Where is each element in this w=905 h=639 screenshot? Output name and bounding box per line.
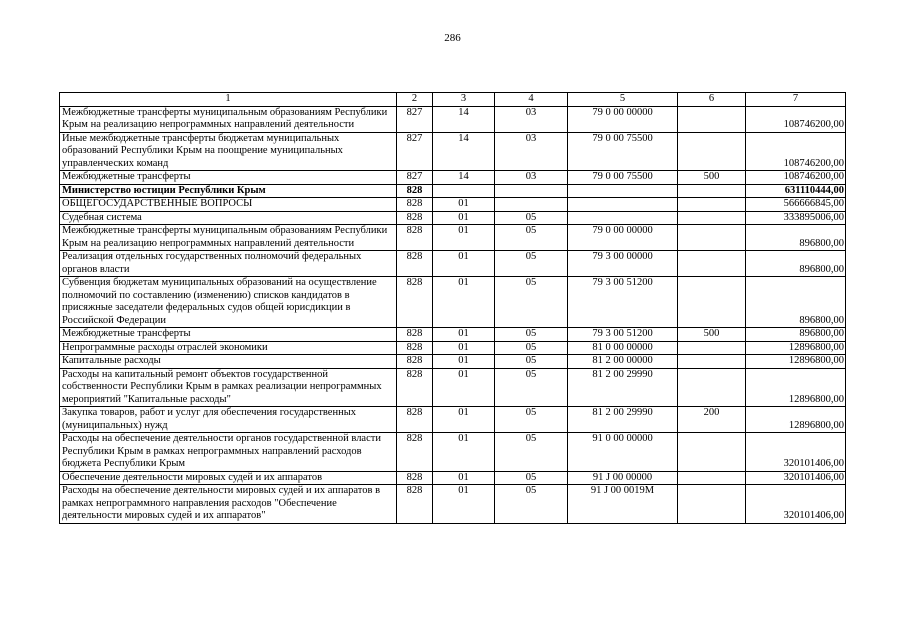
- section-code-cell: 01: [433, 368, 495, 407]
- row-name-cell: Реализация отдельных государственных полномочий федеральных органов власти: [60, 251, 397, 277]
- ved-code-cell: 827: [397, 106, 433, 132]
- table-row: [60, 485, 846, 524]
- expense-type-cell: [678, 106, 746, 132]
- ved-code-cell: 828: [397, 355, 433, 369]
- row-name-cell: Иные межбюджетные трансферты бюджетам муниципальных образований Республики Крым на поощрение муниципальных управленческих команд: [60, 132, 397, 171]
- ved-code-cell: 827: [397, 171, 433, 185]
- section-code-cell: 14: [433, 132, 495, 171]
- subsection-code-cell: 03: [495, 106, 568, 132]
- table-row: [60, 277, 846, 328]
- column-header: 1: [60, 93, 397, 107]
- table-row: [60, 355, 846, 369]
- subsection-code-cell: 05: [495, 433, 568, 472]
- table-row: [60, 132, 846, 171]
- table-row: [60, 225, 846, 251]
- row-name-cell: Субвенция бюджетам муниципальных образований на осуществление полномочий по составлению (изменению) списков кандидатов в присяжные заседатели федеральных судов общей юрисдикции в Российской Федерации: [60, 277, 397, 328]
- subsection-code-cell: 03: [495, 132, 568, 171]
- expense-type-cell: [678, 485, 746, 524]
- subsection-code-cell: 05: [495, 251, 568, 277]
- subsection-code-cell: 05: [495, 225, 568, 251]
- ved-code-cell: 828: [397, 184, 433, 198]
- target-article-cell: 79 0 00 75500: [568, 132, 678, 171]
- target-article-cell: 81 2 00 00000: [568, 355, 678, 369]
- table-row: [60, 211, 846, 225]
- target-article-cell: 79 3 00 51200: [568, 277, 678, 328]
- table-row: [60, 433, 846, 472]
- section-code-cell: 01: [433, 407, 495, 433]
- section-code-cell: 01: [433, 485, 495, 524]
- ved-code-cell: 828: [397, 341, 433, 355]
- row-name-cell: Расходы на обеспечение деятельности органов государственной власти Республики Крым в рамках непрограммных направлений расходов бюджета Республики Крым: [60, 433, 397, 472]
- table-row: [60, 341, 846, 355]
- target-article-cell: 79 3 00 00000: [568, 251, 678, 277]
- ved-code-cell: 828: [397, 407, 433, 433]
- row-name-cell: Расходы на капитальный ремонт объектов государственной собственности Республики Крым в рамках реализации непрограммных мероприятий "Капитальные расходы": [60, 368, 397, 407]
- ved-code-cell: 828: [397, 368, 433, 407]
- subsection-code-cell: 05: [495, 471, 568, 485]
- target-article-cell: 79 0 00 00000: [568, 225, 678, 251]
- target-article-cell: 91 0 00 00000: [568, 433, 678, 472]
- target-article-cell: 79 3 00 51200: [568, 328, 678, 342]
- table-row: [60, 251, 846, 277]
- subsection-code-cell: 05: [495, 341, 568, 355]
- section-code-cell: 01: [433, 471, 495, 485]
- section-code-cell: 01: [433, 225, 495, 251]
- section-code-cell: 01: [433, 277, 495, 328]
- column-header: 6: [678, 93, 746, 107]
- expense-type-cell: [678, 211, 746, 225]
- ved-code-cell: 828: [397, 198, 433, 212]
- row-name-cell: Министерство юстиции Республики Крым: [60, 184, 397, 198]
- target-article-cell: 81 0 00 00000: [568, 341, 678, 355]
- expense-type-cell: [678, 471, 746, 485]
- subsection-code-cell: 05: [495, 407, 568, 433]
- amount-cell: 896800,00: [746, 251, 846, 277]
- amount-cell: 896800,00: [746, 225, 846, 251]
- table-row: [60, 171, 846, 185]
- row-name-cell: Непрограммные расходы отраслей экономики: [60, 341, 397, 355]
- ved-code-cell: 828: [397, 471, 433, 485]
- subsection-code-cell: 05: [495, 277, 568, 328]
- row-name-cell: Межбюджетные трансферты муниципальным образованиям Республики Крым на реализацию непрограммных направлений деятельности: [60, 106, 397, 132]
- expense-type-cell: 200: [678, 407, 746, 433]
- table-row: [60, 471, 846, 485]
- amount-cell: 108746200,00: [746, 171, 846, 185]
- expense-type-cell: [678, 368, 746, 407]
- amount-cell: 108746200,00: [746, 106, 846, 132]
- ved-code-cell: 827: [397, 132, 433, 171]
- amount-cell: 631110444,00: [746, 184, 846, 198]
- target-article-cell: [568, 184, 678, 198]
- expense-type-cell: 500: [678, 328, 746, 342]
- amount-cell: 320101406,00: [746, 433, 846, 472]
- expense-type-cell: [678, 433, 746, 472]
- expense-type-cell: [678, 355, 746, 369]
- column-header: 2: [397, 93, 433, 107]
- expense-type-cell: [678, 198, 746, 212]
- row-name-cell: Межбюджетные трансферты: [60, 328, 397, 342]
- page-number: 286: [444, 32, 461, 44]
- expense-type-cell: [678, 277, 746, 328]
- expense-type-cell: [678, 251, 746, 277]
- section-code-cell: 01: [433, 328, 495, 342]
- amount-cell: 12896800,00: [746, 341, 846, 355]
- expense-type-cell: 500: [678, 171, 746, 185]
- section-code-cell: 01: [433, 211, 495, 225]
- column-number-row: [60, 93, 846, 107]
- subsection-code-cell: 05: [495, 355, 568, 369]
- section-code-cell: 01: [433, 341, 495, 355]
- section-code-cell: 01: [433, 251, 495, 277]
- ved-code-cell: 828: [397, 211, 433, 225]
- target-article-cell: 91 J 00 00000: [568, 471, 678, 485]
- amount-cell: 12896800,00: [746, 368, 846, 407]
- amount-cell: 333895006,00: [746, 211, 846, 225]
- target-article-cell: [568, 198, 678, 212]
- target-article-cell: 91 J 00 0019M: [568, 485, 678, 524]
- ved-code-cell: 828: [397, 251, 433, 277]
- column-header: 7: [746, 93, 846, 107]
- row-name-cell: Расходы на обеспечение деятельности мировых судей и их аппаратов в рамках непрограммного направления расходов "Обеспечение деятельности мировых судей и их аппаратов": [60, 485, 397, 524]
- subsection-code-cell: 05: [495, 368, 568, 407]
- table-row: [60, 106, 846, 132]
- table-row: [60, 368, 846, 407]
- target-article-cell: 79 0 00 00000: [568, 106, 678, 132]
- row-name-cell: Межбюджетные трансферты: [60, 171, 397, 185]
- amount-cell: 566666845,00: [746, 198, 846, 212]
- column-header: 5: [568, 93, 678, 107]
- table-row: [60, 407, 846, 433]
- table-row: [60, 198, 846, 212]
- ved-code-cell: 828: [397, 485, 433, 524]
- expense-type-cell: [678, 184, 746, 198]
- amount-cell: 320101406,00: [746, 471, 846, 485]
- amount-cell: 320101406,00: [746, 485, 846, 524]
- row-name-cell: Судебная система: [60, 211, 397, 225]
- subsection-code-cell: 03: [495, 171, 568, 185]
- ved-code-cell: 828: [397, 433, 433, 472]
- row-name-cell: Обеспечение деятельности мировых судей и их аппаратов: [60, 471, 397, 485]
- amount-cell: 108746200,00: [746, 132, 846, 171]
- section-code-cell: 14: [433, 106, 495, 132]
- table-row: [60, 328, 846, 342]
- subsection-code-cell: 05: [495, 211, 568, 225]
- subsection-code-cell: [495, 184, 568, 198]
- ved-code-cell: 828: [397, 328, 433, 342]
- amount-cell: 896800,00: [746, 328, 846, 342]
- row-name-cell: Закупка товаров, работ и услуг для обеспечения государственных (муниципальных) нужд: [60, 407, 397, 433]
- row-name-cell: Межбюджетные трансферты муниципальным образованиям Республики Крым на реализацию непрограммных направлений деятельности: [60, 225, 397, 251]
- expense-type-cell: [678, 341, 746, 355]
- table-row: [60, 184, 846, 198]
- section-code-cell: [433, 184, 495, 198]
- column-header: 3: [433, 93, 495, 107]
- ved-code-cell: 828: [397, 225, 433, 251]
- column-header: 4: [495, 93, 568, 107]
- amount-cell: 12896800,00: [746, 407, 846, 433]
- target-article-cell: 81 2 00 29990: [568, 407, 678, 433]
- subsection-code-cell: [495, 198, 568, 212]
- budget-table: [59, 92, 846, 524]
- section-code-cell: 14: [433, 171, 495, 185]
- section-code-cell: 01: [433, 198, 495, 212]
- row-name-cell: Капитальные расходы: [60, 355, 397, 369]
- section-code-cell: 01: [433, 433, 495, 472]
- ved-code-cell: 828: [397, 277, 433, 328]
- expense-type-cell: [678, 225, 746, 251]
- amount-cell: 896800,00: [746, 277, 846, 328]
- subsection-code-cell: 05: [495, 485, 568, 524]
- expense-type-cell: [678, 132, 746, 171]
- target-article-cell: 81 2 00 29990: [568, 368, 678, 407]
- target-article-cell: [568, 211, 678, 225]
- section-code-cell: 01: [433, 355, 495, 369]
- row-name-cell: ОБЩЕГОСУДАРСТВЕННЫЕ ВОПРОСЫ: [60, 198, 397, 212]
- target-article-cell: 79 0 00 75500: [568, 171, 678, 185]
- subsection-code-cell: 05: [495, 328, 568, 342]
- amount-cell: 12896800,00: [746, 355, 846, 369]
